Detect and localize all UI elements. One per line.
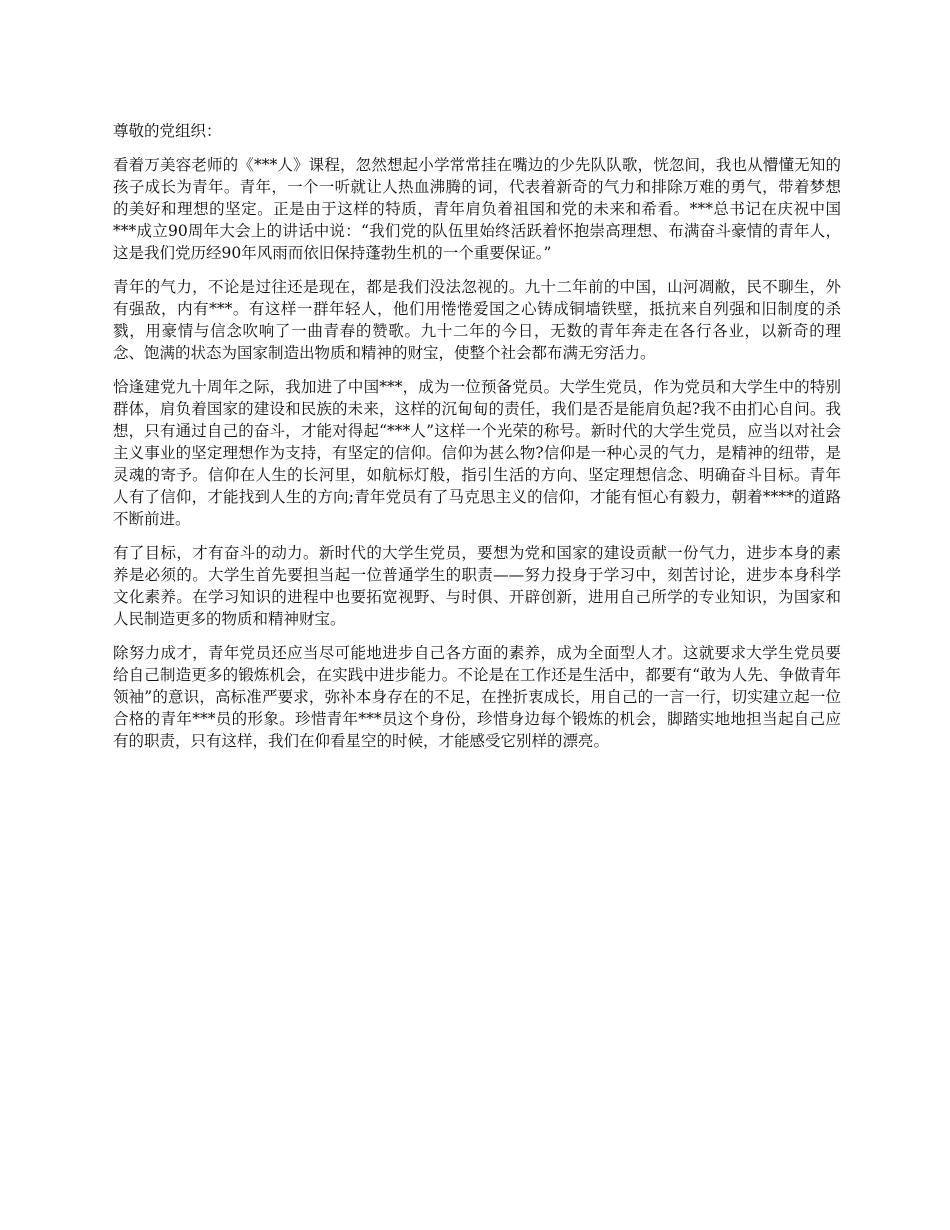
paragraph-2: 青年的气力，不论是过往还是现在，都是我们没法忽视的。九十二年前的中国，山河凋敝，民不聊生，外有强敌，内有***。有这样一群年轻人，他们用惓惓爱国之心铸成铜墙铁壁，抵抗来自列强和旧制度的杀戮，用豪情与信念吹响了一曲青春的赞歌。九十二年的今日，无数的青年奔走在各行各业，以新奇的理念、饱满的状态为国家制造出物质和精神的财宝，使整个社会都布满无穷活力。 [113,278,841,362]
paragraph-5: 除努力成才，青年党员还应当尽可能地进步自己各方面的素养，成为全面型人才。这就要求大学生党员要给自己制造更多的锻炼机会，在实践中进步能力。不论是在工作还是生活中，都要有“敢为人先、争做青年领袖”的意识，高标准严要求，弥补本身存在的不足，在挫折衷成长，用自己的一言一行，切实建立起一位合格的青年***员的形象。珍惜青年***员这个身份，珍惜身边每个锻炼的机会，脚踏实地地担当起自己应有的职责，只有这样，我们在仰看星空的时候，才能感受它别样的漂亮。 [113,644,841,750]
salutation: 尊敬的党组织： [113,122,222,140]
paragraph-4: 有了目标，才有奋斗的动力。新时代的大学生党员，要想为党和国家的建设贡献一份气力，进步本身的素养是必须的。大学生首先要担当起一位普通学生的职责——努力投身于学习中，刻苦讨论，进步本身科学文化素养。在学习知识的进程中也要拓宽视野、与时俱、开辟创新，进用自己所学的专业知识，为国家和人民制造更多的物质和精神财宝。 [113,544,841,628]
paragraph-3: 恰逢建党九十周年之际，我加进了中国***，成为一位预备党员。大学生党员，作为党员和大学生中的特别群体，肩负着国家的建设和民族的未来，这样的沉甸甸的责任，我们是否是能肩负起?我不由扪心自问。我想，只有通过自己的奋斗，才能对得起“***人”这样一个光荣的称号。新时代的大学生党员，应当以对社会主义事业的坚定理想作为支持，有坚定的信仰。信仰为甚么物?信仰是一种心灵的气力，是精神的纽带，是灵魂的寄予。信仰在人生的长河里，如航标灯般，指引生活的方向、坚定理想信念、明确奋斗目标。青年人有了信仰，才能找到人生的方向;青年党员有了马克思主义的信仰，才能有恒心有毅力，朝着****的道路不断前进。 [113,378,841,528]
document-body [113,120,841,764]
paragraph-1: 看着万美容老师的《***人》课程，忽然想起小学常常挂在嘴边的少先队队歌，恍忽间，我也从懵懂无知的孩子成长为青年。青年，一个一听就让人热血沸腾的词，代表着新奇的气力和排除万难的勇气，带着梦想的美好和理想的坚定。正是由于这样的特质，青年肩负着祖国和党的未来和希看。***总书记在庆祝中国***成立90周年大会上的讲话中说：“我们党的队伍里始终活跃着怀抱崇高理想、布满奋斗豪情的青年人，这是我们党历经90年风雨而依旧保持蓬勃生机的一个重要保证。” [113,156,841,262]
